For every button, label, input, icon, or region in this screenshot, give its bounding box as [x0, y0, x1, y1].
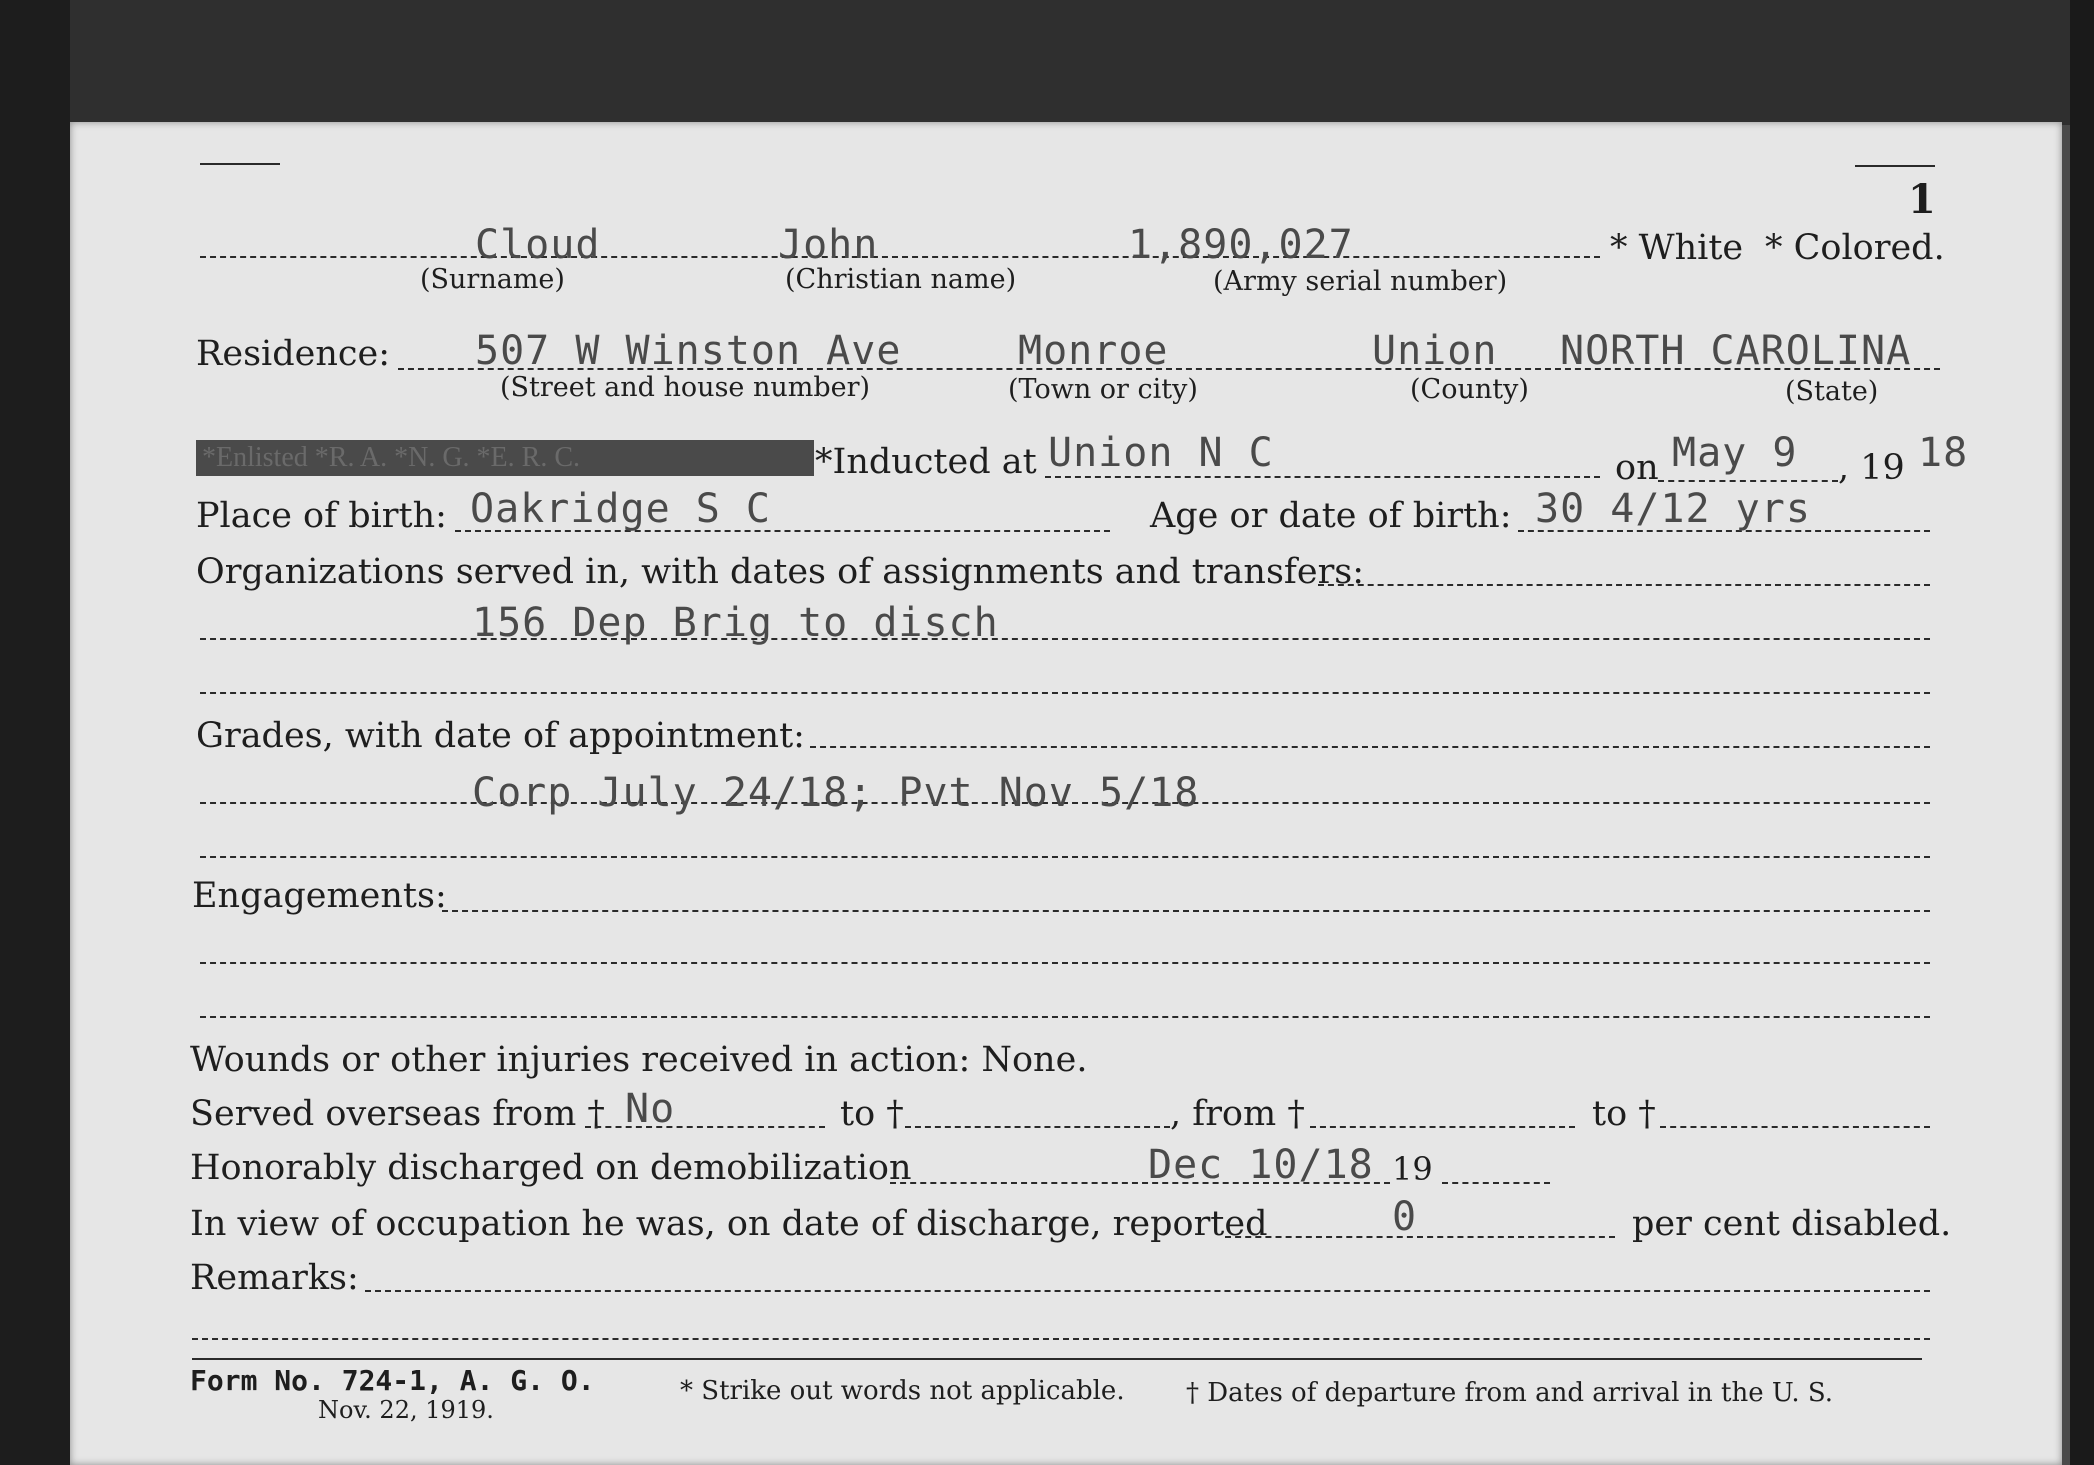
- age-value: 30 4/12 yrs: [1535, 486, 1811, 532]
- scan-background-right: [2070, 0, 2094, 1465]
- disability-value: 0: [1392, 1194, 1418, 1240]
- card-number: 1: [1908, 176, 1936, 223]
- overseas-to-line: [905, 1126, 1170, 1128]
- overseas-to-label: to †: [840, 1094, 904, 1134]
- inducted-place-line: [1045, 476, 1600, 478]
- overseas-from-label: Served overseas from †: [190, 1094, 605, 1134]
- inducted-date-value: May 9: [1672, 430, 1798, 476]
- name-line: [200, 256, 1600, 258]
- remarks-line-1: [365, 1290, 1930, 1292]
- discharge-date-value: Dec 10/18: [1148, 1142, 1374, 1188]
- scan-background-left: [0, 0, 70, 1465]
- disability-line: [1225, 1236, 1615, 1238]
- county-label: (County): [1410, 374, 1529, 405]
- inducted-date-line: [1658, 480, 1838, 482]
- age-label: Age or date of birth:: [1150, 496, 1512, 536]
- inducted-on-label: on: [1615, 448, 1659, 488]
- engagements-line-1: [442, 910, 1930, 912]
- top-left-rule: [200, 163, 280, 165]
- organizations-line-2: [200, 638, 1930, 640]
- grades-line-3: [200, 856, 1930, 858]
- organizations-line-1: [1318, 584, 1930, 586]
- organizations-line-3: [200, 692, 1930, 694]
- overseas-to2-line: [1660, 1126, 1930, 1128]
- organizations-label: Organizations served in, with dates of assignments and transfers:: [196, 552, 1365, 592]
- engagements-line-3: [200, 1016, 1930, 1018]
- street-label: (Street and house number): [500, 372, 871, 403]
- inducted-year-value: 18: [1918, 430, 1969, 476]
- overseas-from2-line: [1310, 1126, 1575, 1128]
- surname-value: Cloud: [475, 222, 601, 268]
- surname-label: (Surname): [420, 264, 565, 295]
- discharge-year-line: [1442, 1182, 1550, 1184]
- organizations-value: 156 Dep Brig to disch: [472, 600, 999, 646]
- form-date: Nov. 22, 1919.: [318, 1396, 494, 1424]
- footnote-dates: † Dates of departure from and arrival in the U. S.: [1186, 1378, 1834, 1408]
- inducted-at-label: *Inducted at: [815, 442, 1037, 482]
- scan-background-top: [0, 0, 2094, 125]
- disability-suffix: per cent disabled.: [1632, 1204, 1952, 1244]
- grades-value: Corp July 24/18; Pvt Nov 5/18: [472, 770, 1200, 816]
- residence-town-value: Monroe: [1018, 328, 1169, 374]
- place-of-birth-value: Oakridge S C: [470, 486, 771, 532]
- white-option: * White: [1610, 228, 1744, 268]
- residence-county-value: Union: [1372, 328, 1498, 374]
- wounds-text: Wounds or other injuries received in action: None.: [190, 1040, 1088, 1080]
- state-label: (State): [1785, 376, 1879, 407]
- engagements-line-2: [200, 962, 1930, 964]
- overseas-from-line: [585, 1126, 825, 1128]
- form-number: Form No. 724-1, A. G. O.: [190, 1364, 595, 1397]
- top-right-rule: [1855, 165, 1935, 167]
- overseas-to2-label: to †: [1592, 1094, 1656, 1134]
- engagements-label: Engagements:: [192, 876, 447, 916]
- overseas-from2-label: , from †: [1170, 1094, 1305, 1134]
- residence-label: Residence:: [196, 334, 390, 374]
- inducted-place-value: Union N C: [1048, 430, 1274, 476]
- christian-name-label: (Christian name): [785, 264, 1017, 295]
- grades-label: Grades, with date of appointment:: [196, 716, 805, 756]
- discharge-label: Honorably discharged on demobilization: [190, 1148, 912, 1188]
- remarks-label: Remarks:: [190, 1258, 359, 1298]
- footer-rule: [192, 1358, 1922, 1360]
- serial-number-value: 1,890,027: [1128, 222, 1354, 268]
- town-label: (Town or city): [1008, 374, 1198, 405]
- struck-enlistment-options: *Enlisted *R. A. *N. G. *E. R. C.: [196, 440, 814, 476]
- discharge-year-prefix: 19: [1392, 1150, 1433, 1188]
- colored-option: * Colored.: [1765, 228, 1945, 268]
- serial-number-label: (Army serial number): [1213, 266, 1508, 297]
- footnote-strike-out: * Strike out words not applicable.: [680, 1376, 1125, 1406]
- residence-state-value: NORTH CAROLINA: [1560, 328, 1912, 374]
- residence-street-value: 507 W Winston Ave: [475, 328, 902, 374]
- disability-label: In view of occupation he was, on date of discharge, reported: [190, 1204, 1268, 1244]
- grades-line-1: [810, 746, 1930, 748]
- overseas-from-value: No: [625, 1086, 676, 1132]
- christian-name-value: John: [778, 222, 879, 268]
- remarks-line-2: [192, 1338, 1930, 1340]
- inducted-year-prefix: , 19: [1838, 448, 1905, 488]
- place-of-birth-label: Place of birth:: [196, 496, 447, 536]
